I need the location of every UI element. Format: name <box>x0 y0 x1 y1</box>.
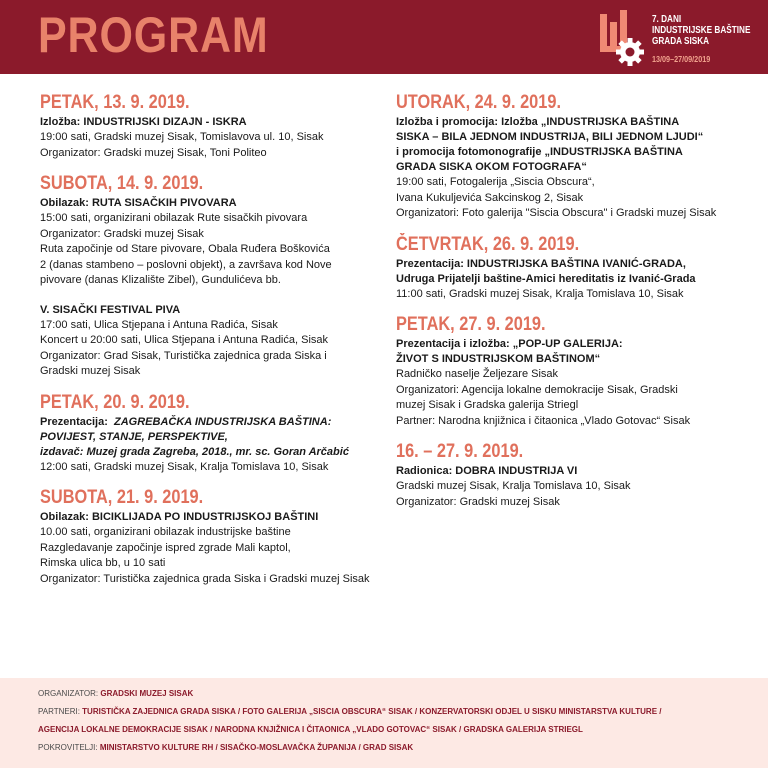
event-detail: Radničko naselje Željezare Sisak <box>396 368 559 380</box>
event-title <box>40 196 380 211</box>
event-title <box>396 464 752 479</box>
event-organizer: Organizator: Turistička zajednica grada Siska i Gradski muzej Sisak <box>40 572 370 585</box>
event-name: ZAGREBAČKA INDUSTRIJSKA BAŠTINA: <box>114 415 332 428</box>
footer-label: POKROVITELJI: <box>38 743 98 752</box>
event-title: Prezentacija i izložba: „POP-UP GALERIJA: <box>396 338 623 350</box>
footer-label: ORGANIZATOR: <box>38 689 99 698</box>
day-block <box>40 392 380 476</box>
footer-value: MINISTARSTVO KULTURE RH / SISAČKO-MOSLAVAČKA ŽUPANIJA / GRAD SISAK <box>99 743 414 752</box>
program-left-column <box>40 92 380 599</box>
day-date: UTORAK, 24. 9. 2019. <box>396 92 561 113</box>
event-organizer: Organizatori: Foto galerija "Siscia Obscura" i Gradski muzej Sisak <box>396 207 717 219</box>
logo-name-line2: GRADA SISKA <box>652 36 710 47</box>
event-detail: 2 (danas stambeno – poslovni objekt), a završava kod Nove <box>40 258 332 271</box>
day-block <box>396 234 752 303</box>
event-title-cont: i promocija fotomonografije „INDUSTRIJSKA BAŠTINA <box>396 146 683 158</box>
event-detail: Ivana Kukuljevića Sakcinskog 2, Sisak <box>396 191 584 204</box>
day-date: PETAK, 13. 9. 2019. <box>40 92 190 113</box>
day-block <box>396 314 752 429</box>
event-type: Izložba: <box>40 116 81 128</box>
footer-partners <box>38 706 661 717</box>
event-title: Prezentacija: INDUSTRIJSKA BAŠTINA IVANIĆ-GRADA, <box>396 257 686 270</box>
footer-partners-cont <box>38 724 583 735</box>
event-detail: Razgledavanje započinje ispred zgrade Mali kaptol, <box>40 541 291 554</box>
event-title-cont <box>40 430 380 445</box>
event-detail: Gradski muzej Sisak, Kralja Tomislava 10, Sisak <box>396 480 631 492</box>
event-type: Prezentacija: <box>40 415 108 428</box>
day-date: PETAK, 20. 9. 2019. <box>40 391 190 413</box>
event-type: Obilazak: <box>40 511 89 523</box>
program-right-column <box>396 92 752 522</box>
event-organizer: Gradski muzej Sisak <box>40 365 141 377</box>
event-organizer: Organizator: Gradski muzej Sisak <box>40 227 204 240</box>
day-date: SUBOTA, 21. 9. 2019. <box>40 487 204 508</box>
event-organizer: Organizatori: Agencija lokalne demokracije Sisak, Gradski <box>396 383 678 396</box>
event-detail: pivovare (danas Klizalište Zibel), Gundulićeva bb. <box>40 274 281 286</box>
event-title <box>40 510 380 525</box>
logo-dates: 13/09–27/09/2019 <box>652 54 711 64</box>
event-type: Obilazak: <box>40 197 89 209</box>
day-date: SUBOTA, 14. 9. 2019. <box>40 173 204 194</box>
event-title-cont: SISKA – BILA JEDNOM INDUSTRIJA, BILI JEDNOM LJUDI“ <box>396 131 704 143</box>
event-title <box>40 115 380 130</box>
event-logo <box>596 8 766 70</box>
event-name: DOBRA INDUSTRIJA VI <box>455 465 578 477</box>
event-organizer: Organizator: Gradski muzej Sisak <box>396 495 560 508</box>
event-detail: 19:00 sati, Fotogalerija „Siscia Obscura“, <box>396 176 595 188</box>
day-date: ČETVRTAK, 26. 9. 2019. <box>396 233 580 255</box>
day-block <box>396 441 752 510</box>
header-banner <box>0 0 768 74</box>
event-detail: 10.00 sati, organizirani obilazak industrijske baštine <box>40 526 291 538</box>
factory-gear-icon <box>596 8 652 70</box>
event-publisher <box>40 445 380 460</box>
event-detail: 15:00 sati, organizirani obilazak Rute sisačkih pivovara <box>40 212 308 224</box>
event-organizer: Organizator: Gradski muzej Sisak, Toni Politeo <box>40 146 267 159</box>
footer-value: AGENCIJA LOKALNE DEMOKRACIJE SISAK / NARODNA KNJIŽNICA I ČITAONICA „VLADO GOTOVAC“ SISAK / GRADSKA GALERIJA STRIEGL <box>38 725 583 734</box>
day-block <box>40 487 380 587</box>
day-block <box>40 92 380 161</box>
event-title-cont: ŽIVOT S INDUSTRIJSKOM BAŠTINOM“ <box>396 353 601 365</box>
event-organizer: Organizator: Grad Sisak, Turistička zajednica grada Siska i <box>40 349 327 362</box>
footer-organizer <box>38 688 193 699</box>
event-title: Izložba i promocija: Izložba „INDUSTRIJSKA BAŠTINA <box>396 116 680 128</box>
event-name: BICIKLIJADA PO INDUSTRIJSKOJ BAŠTINI <box>91 511 319 523</box>
footer-label: PARTNERI: <box>38 707 80 716</box>
event-detail: Rimska ulica bb, u 10 sati <box>40 557 166 569</box>
day-date: PETAK, 27. 9. 2019. <box>396 314 546 335</box>
footer-value: TURISTIČKA ZAJEDNICA GRADA SISKA / FOTO GALERIJA „SISCIA OBSCURA“ SISAK / KONZERVATORSKI ODJEL U SISKU MINISTARSTVA KULTURE / <box>82 707 662 716</box>
event-detail: 19:00 sati, Gradski muzej Sisak, Tomislavova ul. 10, Sisak <box>40 131 324 143</box>
event-detail: 12:00 sati, Gradski muzej Sisak, Kralja Tomislava 10, Sisak <box>40 460 329 473</box>
footer-credits <box>0 678 768 768</box>
event-name: INDUSTRIJSKI DIZAJN - ISKRA <box>83 116 247 128</box>
event-title <box>40 415 380 430</box>
day-block <box>40 173 380 380</box>
event-name: POVIJEST, STANJE, PERSPEKTIVE, <box>40 430 228 443</box>
event-detail: 11:00 sati, Gradski muzej Sisak, Kralja Tomislava 10, Sisak <box>396 287 684 300</box>
logo-name-line1: INDUSTRIJSKE BAŠTINE <box>652 25 751 36</box>
logo-edition: 7. DANI <box>652 14 682 25</box>
day-block <box>396 92 752 222</box>
event-type: Radionica: <box>396 465 453 477</box>
day-date: 16. – 27. 9. 2019. <box>396 441 524 462</box>
page-title: PROGRAM <box>38 7 269 63</box>
event-organizer: muzej Sisak i Gradska galerija Striegl <box>396 399 579 411</box>
footer-value: GRADSKI MUZEJ SISAK <box>100 689 194 698</box>
event-title: V. SISAČKI FESTIVAL PIVA <box>40 303 181 316</box>
event-partner: Partner: Narodna knjižnica i čitaonica „Vlado Gotovac“ Sisak <box>396 414 691 427</box>
event-name: izdavač: Muzej grada Zagreba, 2018., mr. sc. Goran Arčabić <box>40 445 349 458</box>
footer-sponsors <box>38 742 413 753</box>
event-detail: 17:00 sati, Ulica Stjepana i Antuna Radića, Sisak <box>40 318 278 331</box>
event-detail: Koncert u 20:00 sati, Ulica Stjepana i Antuna Radića, Sisak <box>40 334 329 346</box>
event-title-cont: Udruga Prijatelji baštine-Amici hereditatis iz Ivanić-Grada <box>396 272 696 285</box>
event-title-cont: GRADA SISKA OKOM FOTOGRAFA“ <box>396 161 587 173</box>
event-name: RUTA SISAČKIH PIVOVARA <box>91 197 237 209</box>
event-detail: Ruta započinje od Stare pivovare, Obala Ruđera Boškovića <box>40 243 330 255</box>
